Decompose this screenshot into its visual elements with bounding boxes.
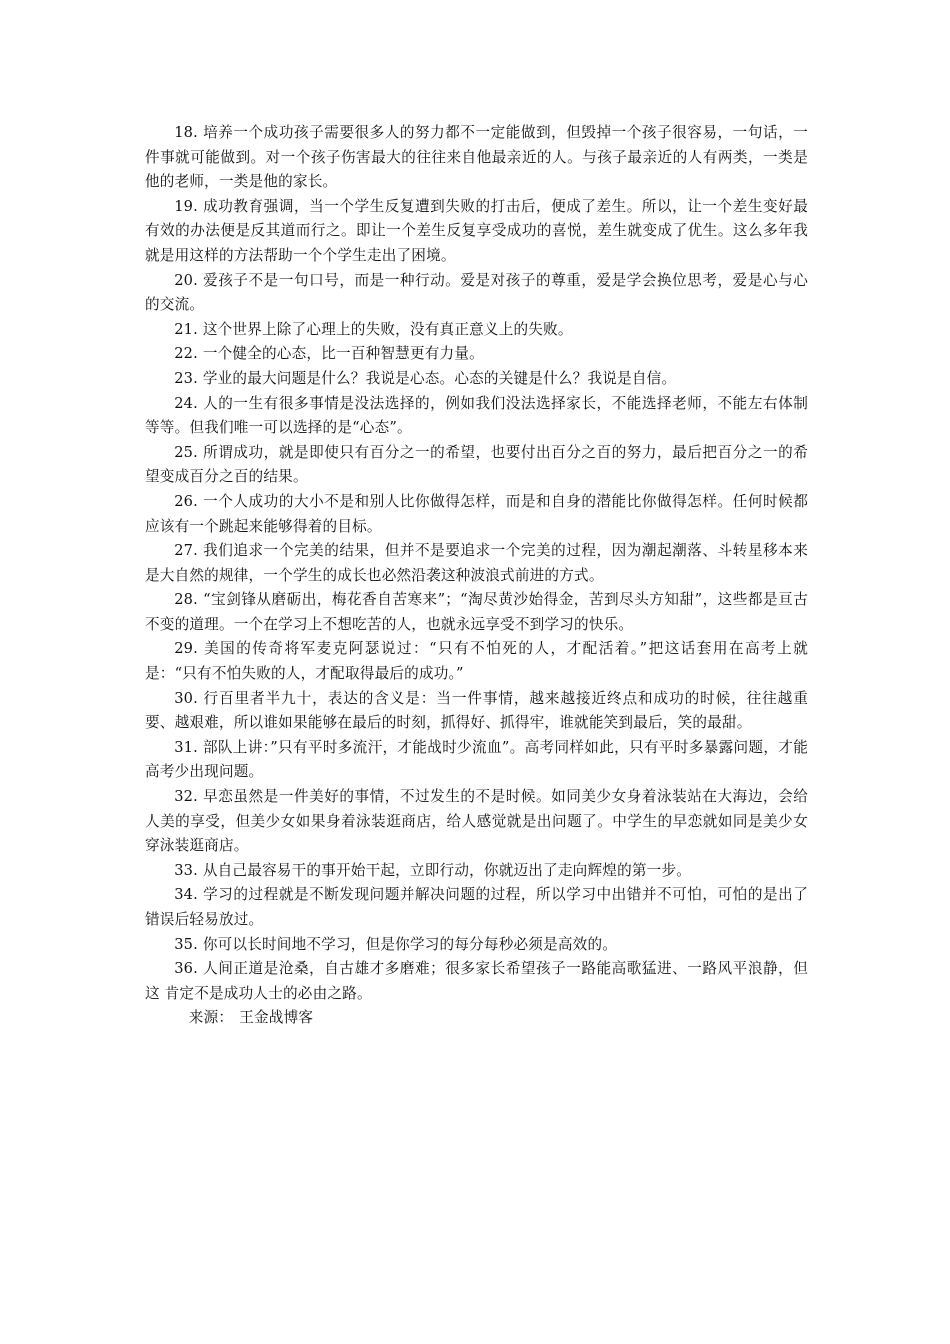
paragraph-30: 30. 行百里者半九十，表达的含义是：当一件事情，越来越接近终点和成功的时候，往往越重要、越艰难，所以谁如果能够在最后的时刻，抓得好、抓得牢，谁就能笑到最后，笑的最甜。 [145, 689, 808, 732]
paragraph-32: 32. 早恋虽然是一件美好的事情，不过发生的不是时候。如同美少女身着泳装站在大海边，会给人美的享受，但美少女如果身着泳装逛商店，给人感觉就是出问题了。中学生的早恋就如同是美少女穿泳装逛商店。 [145, 788, 808, 855]
source-label: 来源： [188, 1009, 234, 1027]
paragraph-20: 20. 爱孩子不是一句口号，而是一种行动。爱是对孩子的尊重，爱是学会换位思考，爱是心与心的交流。 [145, 271, 808, 314]
document-page [145, 121, 808, 1031]
paragraph-28: 28. “宝剑锋从磨砺出，梅花香自苦寒来”；“淘尽黄沙始得金，苦到尽头方知甜”，这些都是亘古不变的道理。一个在学习上不想吃苦的人，也就永远享受不到学习的快乐。 [145, 591, 808, 633]
paragraph-21: 21. 这个世界上除了心理上的失败，没有真正意义上的失败。 [174, 320, 573, 338]
paragraph-26: 26. 一个人成功的大小不是和别人比你做得怎样，而是和自身的潜能比你做得怎样。任何时候都应该有一个跳起来能够得着的目标。 [145, 492, 808, 535]
source-line [145, 1006, 808, 1031]
paragraph-18: 18. 培养一个成功孩子需要很多人的努力都不一定能做到，但毁掉一个孩子很容易，一句话，一件事就可能做到。对一个孩子伤害最大的往往来自他最亲近的人。与孩子最亲近的人有两类，一类是他的老师，一类是他的家长。 [145, 124, 808, 191]
paragraph-31: 31. 部队上讲：”只有平时多流汗，才能战时少流血”。高考同样如此，只有平时多暴露问题，才能高考少出现问题。 [145, 738, 808, 781]
paragraph-22: 22. 一个健全的心态，比一百种智慧更有力量。 [174, 345, 484, 363]
paragraph-25: 25. 所谓成功，就是即使只有百分之一的希望，也要付出百分之百的努力，最后把百分之一的希望变成百分之百的结果。 [145, 443, 808, 486]
paragraph-35: 35. 你可以长时间地不学习，但是你学习的每分每秒必须是高效的。 [174, 935, 618, 953]
paragraph-33: 33. 从自己最容易干的事开始干起，立即行动，你就迈出了走向辉煌的第一步。 [174, 861, 692, 879]
paragraph-27: 27. 我们追求一个完美的结果，但并不是要追求一个完美的过程，因为潮起潮落、斗转星移本来是大自然的规律，一个学生的成长也必然沿袭这种波浪式前进的方式。 [145, 542, 808, 584]
paragraph-34: 34. 学习的过程就是不断发现问题并解决问题的过程，所以学习中出错并不可怕，可怕的是出了错误后轻易放过。 [145, 886, 808, 928]
paragraph-23: 23. 学业的最大问题是什么？我说是心态。心态的关键是什么？我说是自信。 [174, 369, 677, 387]
paragraph-19: 19. 成功教育强调，当一个学生反复遭到失败的打击后，便成了差生。所以，让一个差生变好最有效的办法便是反其道而行之。即让一个差生反复享受成功的喜悦，差生就变成了优生。这么多年我就是用这样的方法帮助一个个学生走出了困境。 [145, 197, 808, 264]
paragraph-36: 36. 人间正道是沧桑，自古雄才多磨难；很多家长希望孩子一路能高歌猛进、一路风平浪静，但这 肯定不是成功人士的必由之路。 [145, 960, 808, 1002]
paragraph-29: 29. 美国的传奇将军麦克阿瑟说过：“只有不怕死的人，才配活着。”把这话套用在高考上就是：“只有不怕失败的人，才配取得最后的成功。” [145, 640, 808, 683]
paragraph-24: 24. 人的一生有很多事情是没法选择的，例如我们没法选择家长，不能选择老师，不能左右体制等等。但我们唯一可以选择的是“心态”。 [145, 394, 808, 437]
source-value: 王金战博客 [239, 1009, 314, 1027]
